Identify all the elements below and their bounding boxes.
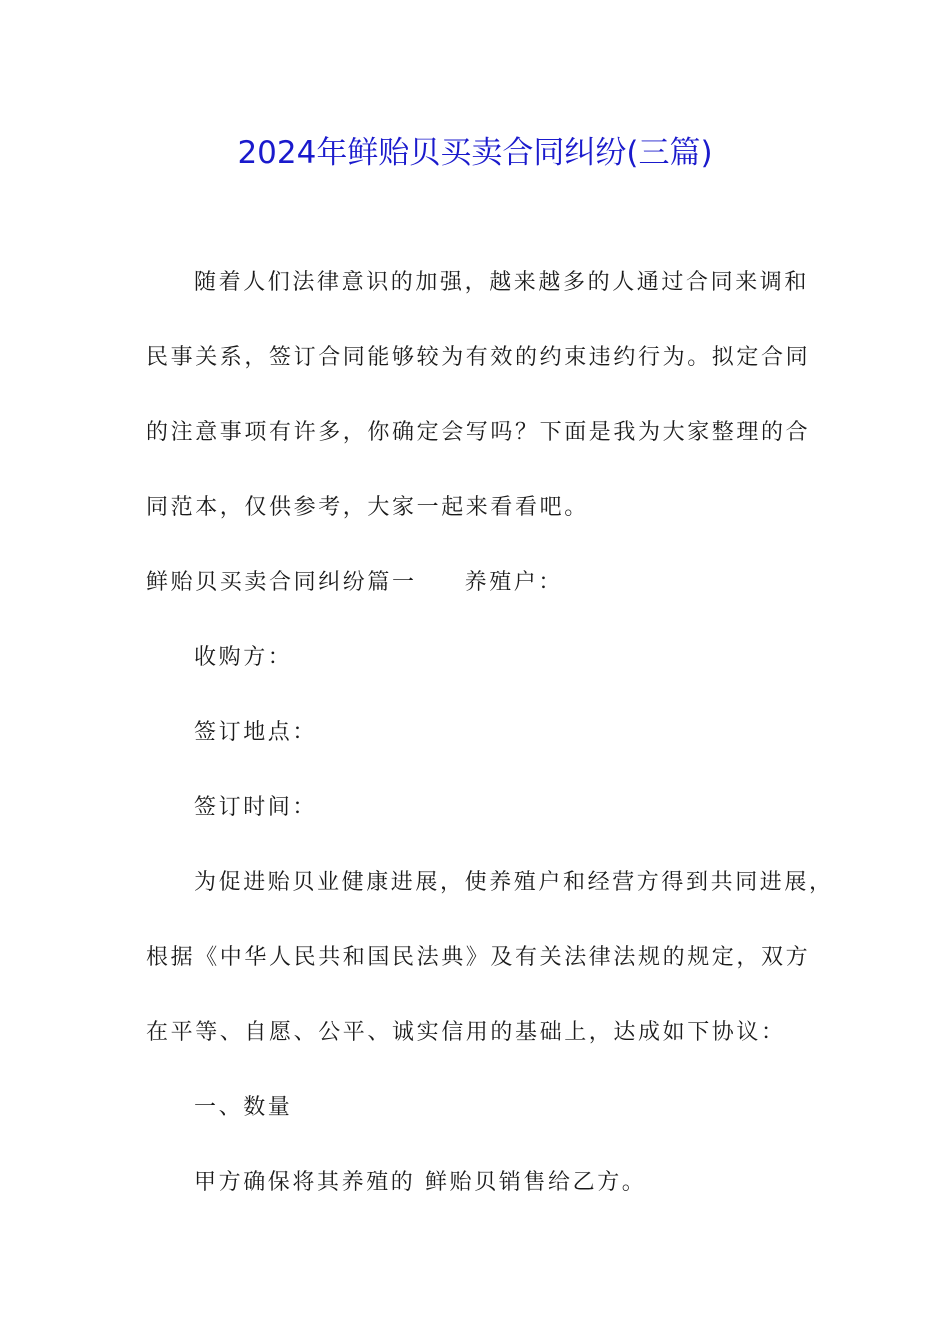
intro-line-3: 的注意事项有许多，你确定会写吗？下面是我为大家整理的合 — [146, 420, 811, 445]
section-heading-line — [146, 568, 563, 598]
clause-1-text: 甲方确保将其养殖的 鲜贻贝销售给乙方。 — [194, 1170, 647, 1195]
sign-place-label: 签订地点： — [194, 720, 318, 745]
purpose-line-2: 根据《中华人民共和国民法典》及有关法律法规的规定，双方 — [146, 945, 811, 970]
intro-line-1: 随着人们法律意识的加强，越来越多的人通过合同来调和 — [194, 270, 810, 295]
document-title: 2024年鲜贻贝买卖合同纠纷(三篇) — [237, 135, 713, 171]
section-heading: 鲜贻贝买卖合同纠纷篇一 — [146, 570, 417, 595]
intro-line-4: 同范本，仅供参考，大家一起来看看吧。 — [146, 495, 589, 520]
intro-line-2: 民事关系，签订合同能够较为有效的约束违约行为。拟定合同 — [146, 345, 811, 370]
party-buyer-label: 收购方： — [194, 645, 293, 670]
purpose-line-3: 在平等、自愿、公平、诚实信用的基础上，达成如下协议： — [146, 1020, 786, 1045]
sign-time-label: 签订时间： — [194, 795, 318, 820]
purpose-line-1: 为促进贻贝业健康进展，使养殖户和经营方得到共同进展， — [194, 870, 834, 895]
clause-1-heading: 一、数量 — [194, 1095, 293, 1120]
party-farmer-label: 养殖户： — [464, 570, 564, 595]
